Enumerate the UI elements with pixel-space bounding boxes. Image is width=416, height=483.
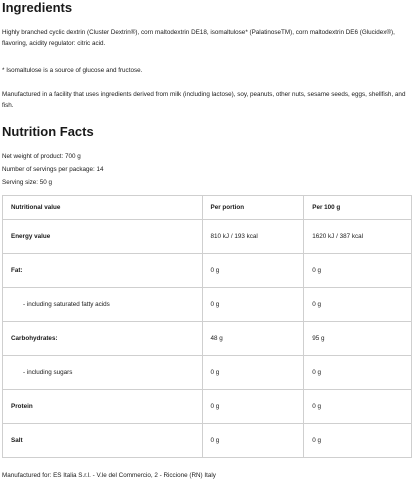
carbohydrates-per-100g: 95 g — [304, 322, 412, 356]
header-per-portion: Per portion — [202, 196, 304, 220]
energy-per-portion: 810 kJ / 193 kcal — [202, 220, 304, 254]
nutrition-table — [2, 195, 412, 458]
ingredients-heading: Ingredients — [2, 0, 73, 15]
salt-per-portion: 0 g — [202, 424, 304, 458]
header-nutritional-value: Nutritional value — [3, 196, 203, 220]
energy-per-100g: 1620 kJ / 387 kcal — [304, 220, 412, 254]
saturated-fat-per-100g: 0 g — [304, 288, 412, 322]
saturated-fat-per-portion: 0 g — [202, 288, 304, 322]
fat-per-portion: 0 g — [202, 254, 304, 288]
serving-size: Serving size: 50 g — [2, 179, 53, 186]
carbohydrates-per-portion: 48 g — [202, 322, 304, 356]
net-weight: Net weight of product: 700 g — [2, 153, 81, 160]
allergen-statement: Manufactured in a facility that uses ingredients derived from milk (including lactose), soy, peanuts, other nuts, sesame seeds, eggs, shellfish, and fish. — [2, 91, 406, 109]
header-per-100g: Per 100 g — [304, 196, 412, 220]
isomaltulose-footnote: * Isomaltulose is a source of glucose and fructose. — [2, 67, 143, 74]
row-label-salt: Salt — [3, 424, 203, 458]
salt-per-100g: 0 g — [304, 424, 412, 458]
row-label-saturated-fat: - including saturated fatty acids — [3, 288, 203, 322]
sugars-per-portion: 0 g — [202, 356, 304, 390]
table-row — [3, 390, 412, 424]
fat-per-100g: 0 g — [304, 254, 412, 288]
table-row — [3, 254, 412, 288]
table-row — [3, 220, 412, 254]
row-label-fat: Fat: — [3, 254, 203, 288]
manufacturer-info: Manufactured for: ES Italia S.r.l. - V.le del Commercio, 2 - Riccione (RN) Italy — [2, 472, 216, 479]
row-label-sugars: - including sugars — [3, 356, 203, 390]
row-label-protein: Protein — [3, 390, 203, 424]
table-row — [3, 288, 412, 322]
ingredients-text: Highly branched cyclic dextrin (Cluster Dextrin®), corn maltodextrin DE18, isomaltulose* (PalatinoseTM), corn maltodextrin DE6 (Glucidex®), flavoring, acidity regulator: citric acid. — [2, 29, 395, 47]
table-row — [3, 322, 412, 356]
sugars-per-100g: 0 g — [304, 356, 412, 390]
servings-per-package: Number of servings per package: 14 — [2, 166, 104, 173]
row-label-carbohydrates: Carbohydrates: — [3, 322, 203, 356]
protein-per-100g: 0 g — [304, 390, 412, 424]
table-row — [3, 424, 412, 458]
protein-per-portion: 0 g — [202, 390, 304, 424]
table-header-row — [3, 196, 412, 220]
table-row — [3, 356, 412, 390]
nutrition-facts-heading: Nutrition Facts — [2, 124, 94, 139]
row-label-energy: Energy value — [3, 220, 203, 254]
